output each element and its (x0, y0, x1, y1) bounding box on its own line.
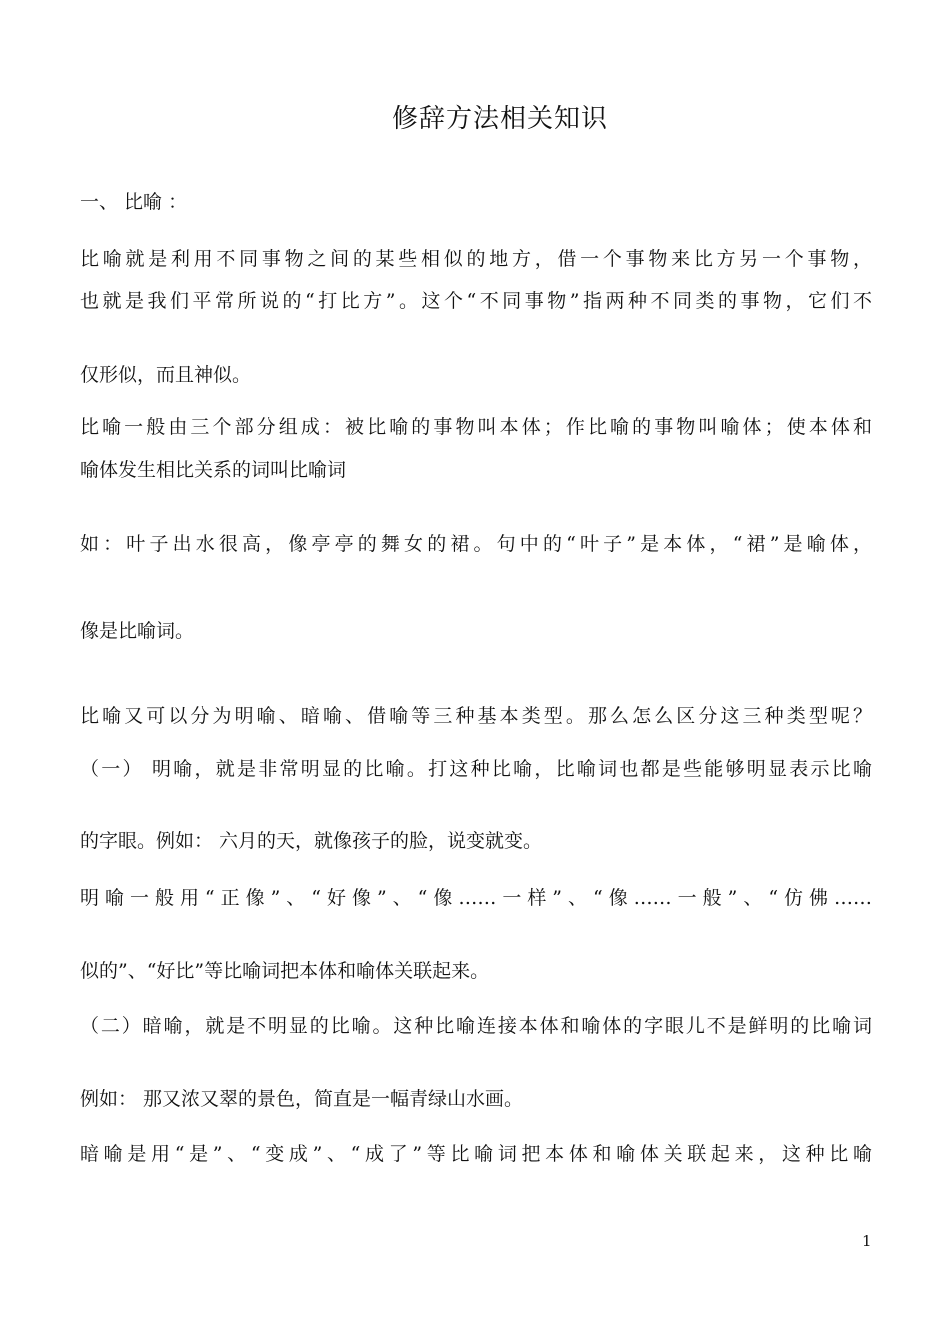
page-number: 1 (862, 1232, 872, 1250)
paragraph-line: 比喻又可以分为明喻、暗喻、借喻等三种基本类型。那么怎么区分这三种类型呢？ (80, 705, 872, 727)
paragraph-line: （一） 明喻，就是非常明显的比喻。打这种比喻，比喻词也都是些能够明显表示比喻 (80, 758, 872, 780)
document-title: 修辞方法相关知识 (391, 104, 608, 134)
paragraph-line: 比喻一般由三个部分组成：被比喻的事物叫本体；作比喻的事物叫喻体；使本体和 (80, 416, 872, 438)
section-heading-metaphor: 一、 比喻 ： (80, 191, 188, 213)
paragraph-line: （二）暗喻，就是不明显的比喻。这种比喻连接本体和喻体的字眼儿不是鲜明的比喻词 (80, 1015, 872, 1037)
paragraph-line: 例如： 那又浓又翠的景色，简直是一幅青绿山水画。 (80, 1088, 524, 1110)
paragraph-line: 的字眼。例如： 六月的天，就像孩子的脸，说变就变。 (80, 830, 543, 852)
paragraph-line: 比喻就是利用不同事物之间的某些相似的地方，借一个事物来比方另一个事物， (80, 248, 872, 270)
paragraph-line: 喻体发生相比关系的词叫比喻词 (80, 459, 347, 481)
paragraph-line: 似的”、“好比”等比喻词把本体和喻体关联起来。 (80, 960, 490, 982)
paragraph-line: 如：叶子出水很高，像亭亭的舞女的裙。句中的“叶子”是本体，“裙”是喻体， (80, 533, 872, 555)
paragraph-line: 明喻一般用“正像”、“好像”、“像……一样”、“像……一般”、“仿佛…… (80, 887, 872, 909)
paragraph-line: 仅形似，而且神似。 (80, 364, 252, 386)
paragraph-line: 也就是我们平常所说的“打比方”。这个“不同事物”指两种不同类的事物，它们不 (80, 290, 872, 312)
paragraph-line: 像是比喻词。 (80, 620, 195, 642)
paragraph-line: 暗喻是用“是”、“变成”、“成了”等比喻词把本体和喻体关联起来，这种比喻 (80, 1143, 872, 1165)
